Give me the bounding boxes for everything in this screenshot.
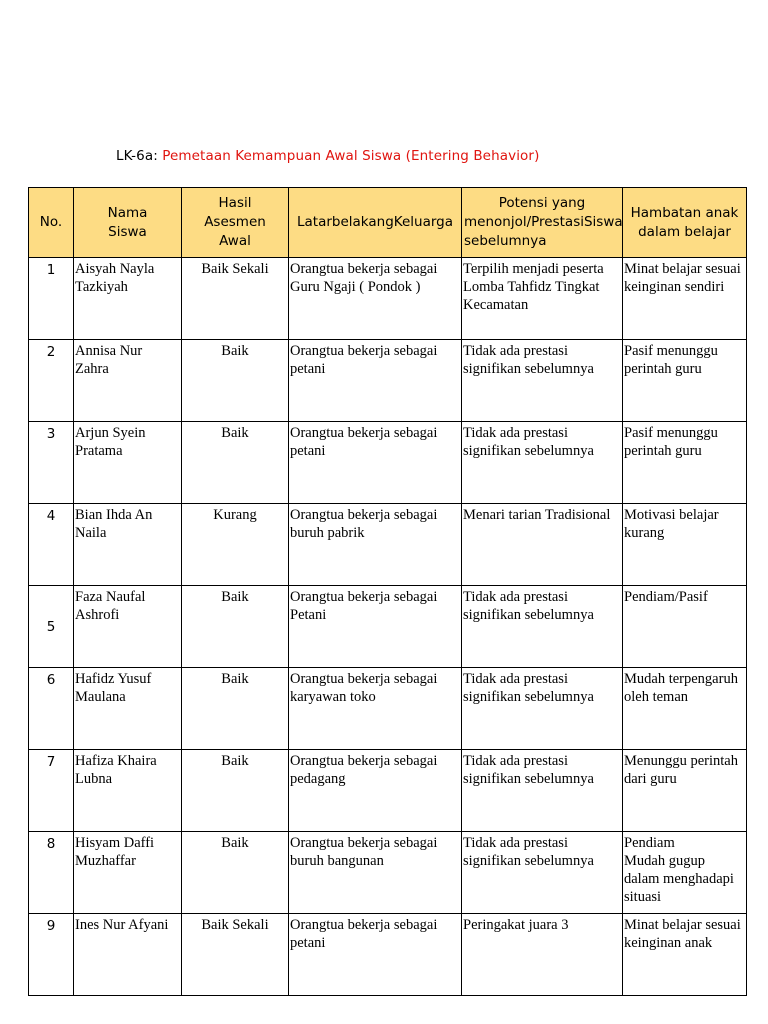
- cell-nama-line: Lubna: [75, 771, 113, 787]
- cell-hambatan: [623, 914, 747, 996]
- cell-hambatan-line: Motivasi belajar: [624, 507, 719, 523]
- cell-potensi-line: Peringakat juara 3: [463, 917, 569, 933]
- cell-latar-line: Orangtua bekerja sebagai: [290, 343, 438, 359]
- cell-latar: [289, 258, 462, 340]
- table-row: [29, 422, 747, 504]
- cell-nama-line: Tazkiyah: [75, 279, 128, 295]
- cell-no: 6: [29, 668, 74, 750]
- table-row: [29, 340, 747, 422]
- cell-nama: [74, 750, 182, 832]
- cell-hasil: Baik: [182, 422, 289, 504]
- cell-hasil: Baik: [182, 832, 289, 914]
- title-prefix: LK-6a:: [116, 148, 163, 164]
- header-potensi-line: sebelumnya: [464, 233, 547, 249]
- cell-latar: [289, 586, 462, 668]
- cell-nama-line: Annisa Nur: [75, 343, 143, 359]
- cell-potensi-line: Tidak ada prestasi: [463, 835, 568, 851]
- cell-hambatan-line: Minat belajar sesuai: [624, 261, 741, 277]
- cell-hambatan-line: Pasif menunggu: [624, 425, 718, 441]
- cell-potensi-line: Tidak ada prestasi: [463, 589, 568, 605]
- cell-hasil: Baik: [182, 750, 289, 832]
- cell-hasil: Kurang: [182, 504, 289, 586]
- cell-potensi-line: Tidak ada prestasi: [463, 753, 568, 769]
- header-potensi: [462, 188, 623, 258]
- cell-latar: [289, 914, 462, 996]
- cell-nama: [74, 668, 182, 750]
- cell-latar: [289, 750, 462, 832]
- cell-hambatan-line: Pendiam/Pasif: [624, 589, 708, 605]
- cell-potensi-line: signifikan sebelumnya: [463, 853, 594, 869]
- cell-latar: [289, 422, 462, 504]
- cell-nama-line: Faza Naufal: [75, 589, 146, 605]
- cell-potensi: [462, 504, 623, 586]
- cell-hambatan: [623, 668, 747, 750]
- cell-potensi-line: Lomba Tahfidz Tingkat: [463, 279, 600, 295]
- cell-hasil: Baik: [182, 340, 289, 422]
- cell-latar-line: petani: [290, 443, 326, 459]
- cell-latar: [289, 504, 462, 586]
- cell-nama: [74, 504, 182, 586]
- cell-nama: [74, 422, 182, 504]
- cell-latar: [289, 668, 462, 750]
- cell-nama-line: Ines Nur Afyani: [75, 917, 169, 933]
- cell-hambatan-line: Minat belajar sesuai: [624, 917, 741, 933]
- table-row: [29, 914, 747, 996]
- cell-hambatan: [623, 340, 747, 422]
- cell-latar-line: Orangtua bekerja sebagai: [290, 261, 438, 277]
- cell-nama-line: Maulana: [75, 689, 126, 705]
- cell-potensi-line: Kecamatan: [463, 297, 529, 313]
- cell-hambatan: [623, 586, 747, 668]
- cell-nama-line: Naila: [75, 525, 107, 541]
- cell-latar-line: Orangtua bekerja sebagai: [290, 671, 438, 687]
- header-hasil-line: Asesmen: [204, 214, 266, 230]
- cell-hambatan-line: Mudah terpengaruh: [624, 671, 738, 687]
- cell-hambatan: [623, 750, 747, 832]
- cell-latar: [289, 340, 462, 422]
- header-row: [29, 188, 747, 258]
- cell-nama-line: Aisyah Nayla: [75, 261, 155, 277]
- cell-hambatan-line: keinginan sendiri: [624, 279, 725, 295]
- cell-latar-line: Orangtua bekerja sebagai: [290, 835, 438, 851]
- header-nama-line: Nama: [107, 204, 148, 221]
- cell-potensi-line: Tidak ada prestasi: [463, 343, 568, 359]
- worksheet-title: [116, 148, 539, 164]
- table-row: [29, 586, 747, 668]
- cell-no: 9: [29, 914, 74, 996]
- header-no: No.: [29, 188, 74, 258]
- table-row: [29, 258, 747, 340]
- cell-hambatan-line: Mudah gugup: [624, 853, 705, 869]
- cell-hambatan-line: kurang: [624, 525, 665, 541]
- cell-potensi: [462, 750, 623, 832]
- cell-hambatan-line: perintah guru: [624, 443, 702, 459]
- cell-nama: [74, 258, 182, 340]
- cell-potensi: [462, 914, 623, 996]
- cell-hambatan: [623, 832, 747, 914]
- cell-potensi: [462, 340, 623, 422]
- cell-hambatan-line: Pasif menunggu: [624, 343, 718, 359]
- header-nama-line: Siswa: [108, 223, 147, 240]
- cell-hambatan-line: keinginan anak: [624, 935, 713, 951]
- cell-latar-line: Orangtua bekerja sebagai: [290, 917, 438, 933]
- cell-latar-line: buruh bangunan: [290, 853, 384, 869]
- cell-no: 1: [29, 258, 74, 340]
- cell-latar-line: Guru Ngaji ( Pondok ): [290, 279, 421, 295]
- cell-potensi: [462, 586, 623, 668]
- student-table: [28, 187, 747, 996]
- cell-potensi: [462, 422, 623, 504]
- cell-nama-line: Hafidz Yusuf: [75, 671, 152, 687]
- cell-potensi: [462, 258, 623, 340]
- cell-potensi-line: Terpilih menjadi peserta: [463, 261, 604, 277]
- cell-nama: [74, 586, 182, 668]
- cell-hambatan: [623, 258, 747, 340]
- cell-hasil: Baik: [182, 586, 289, 668]
- cell-latar-line: Orangtua bekerja sebagai: [290, 753, 438, 769]
- cell-hambatan-line: Pendiam: [624, 835, 675, 851]
- cell-hasil: Baik Sekali: [182, 914, 289, 996]
- cell-potensi-line: Tidak ada prestasi: [463, 425, 568, 441]
- table-row: [29, 668, 747, 750]
- cell-potensi-line: signifikan sebelumnya: [463, 689, 594, 705]
- cell-no: 2: [29, 340, 74, 422]
- cell-latar-line: pedagang: [290, 771, 346, 787]
- cell-potensi: [462, 668, 623, 750]
- header-potensi-line: Potensi yang: [498, 195, 586, 211]
- cell-no: 4: [29, 504, 74, 586]
- cell-nama-line: Muzhaffar: [75, 853, 136, 869]
- cell-hambatan: [623, 504, 747, 586]
- cell-hasil: Baik Sekali: [182, 258, 289, 340]
- table-body: [29, 258, 747, 996]
- cell-potensi-line: signifikan sebelumnya: [463, 771, 594, 787]
- cell-potensi-line: Tidak ada prestasi: [463, 671, 568, 687]
- header-latar: LatarbelakangKeluarga: [289, 188, 462, 258]
- title-main: Pemetaan Kemampuan Awal Siswa (Entering Behavior): [162, 148, 540, 164]
- cell-hambatan-line: dalam menghadapi: [624, 871, 734, 887]
- table-row: [29, 750, 747, 832]
- cell-latar: [289, 832, 462, 914]
- cell-nama-line: Ashrofi: [75, 607, 120, 623]
- cell-latar-line: Orangtua bekerja sebagai: [290, 507, 438, 523]
- table-row: [29, 832, 747, 914]
- table-row: [29, 504, 747, 586]
- cell-nama-line: Bian Ihda An: [75, 507, 153, 523]
- cell-nama-line: Zahra: [75, 361, 109, 377]
- cell-hambatan: [623, 422, 747, 504]
- cell-potensi: [462, 832, 623, 914]
- cell-potensi-line: signifikan sebelumnya: [463, 443, 594, 459]
- cell-hambatan-line: perintah guru: [624, 361, 702, 377]
- cell-latar-line: petani: [290, 935, 326, 951]
- cell-hasil: Baik: [182, 668, 289, 750]
- cell-latar-line: Petani: [290, 607, 327, 623]
- cell-no: 3: [29, 422, 74, 504]
- cell-potensi-line: signifikan sebelumnya: [463, 607, 594, 623]
- cell-hambatan-line: situasi: [624, 889, 662, 905]
- header-hasil: [182, 188, 289, 258]
- cell-latar-line: Orangtua bekerja sebagai: [290, 425, 438, 441]
- cell-hambatan-line: dari guru: [624, 771, 677, 787]
- cell-hambatan-line: oleh teman: [624, 689, 689, 705]
- header-hasil-line: Awal: [219, 233, 251, 249]
- cell-latar-line: Orangtua bekerja sebagai: [290, 589, 438, 605]
- header-hambatan: [623, 188, 747, 258]
- header-nama: [74, 188, 182, 258]
- cell-nama-line: Pratama: [75, 443, 123, 459]
- cell-nama: [74, 832, 182, 914]
- cell-nama: [74, 340, 182, 422]
- header-hasil-line: Hasil: [218, 195, 252, 211]
- cell-no: 5: [29, 586, 74, 668]
- cell-hambatan-line: Menunggu perintah: [624, 753, 738, 769]
- header-hambatan-line: dalam belajar: [638, 223, 731, 240]
- cell-latar-line: petani: [290, 361, 326, 377]
- cell-nama-line: Hisyam Daffi: [75, 835, 155, 851]
- cell-potensi-line: Menari tarian Tradisional: [463, 507, 611, 523]
- header-potensi-line: menonjol/PrestasiSiswa: [464, 214, 623, 230]
- cell-latar-line: buruh pabrik: [290, 525, 365, 541]
- header-hambatan-line: Hambatan anak: [630, 204, 739, 221]
- cell-nama-line: Hafiza Khaira: [75, 753, 157, 769]
- cell-latar-line: karyawan toko: [290, 689, 376, 705]
- cell-no: 8: [29, 832, 74, 914]
- cell-no: 7: [29, 750, 74, 832]
- cell-potensi-line: signifikan sebelumnya: [463, 361, 594, 377]
- cell-nama: [74, 914, 182, 996]
- cell-nama-line: Arjun Syein: [75, 425, 146, 441]
